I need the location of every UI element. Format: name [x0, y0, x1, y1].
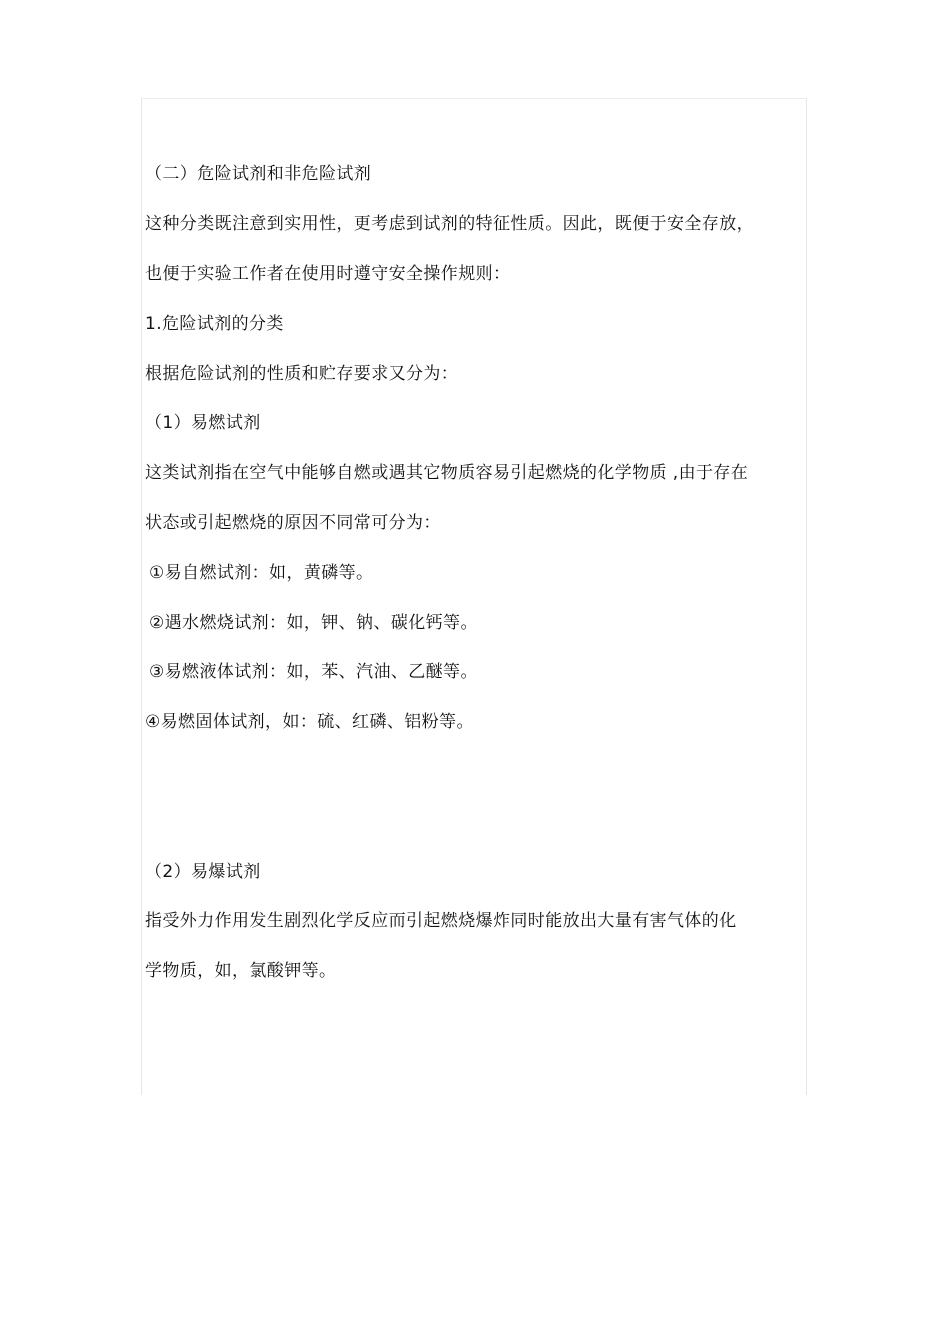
category-heading: （1）易燃试剂 — [145, 413, 261, 433]
list-item: ①易自燃试剂：如，黄磷等。 — [149, 563, 374, 583]
category-heading: （2）易爆试剂 — [145, 862, 261, 882]
list-item: ④易燃固体试剂，如：硫、红磷、铝粉等。 — [145, 712, 474, 732]
list-item: ③易燃液体试剂：如，苯、汽油、乙醚等。 — [149, 662, 478, 682]
paragraph-line: 状态或引起燃烧的原因不同常可分为： — [145, 513, 441, 533]
section-heading: （二）危险试剂和非危险试剂 — [145, 164, 372, 184]
paragraph-line: 指受外力作用发生剧烈化学反应而引起燃烧爆炸同时能放出大量有害气体的化 — [145, 911, 737, 931]
paragraph-line: 也便于实验工作者在使用时遵守安全操作规则： — [145, 264, 511, 284]
subsection-heading: 1.危险试剂的分类 — [145, 314, 284, 334]
paragraph-line: 这类试剂指在空气中能够自燃或遇其它物质容易引起燃烧的化学物质 ,由于存在 — [145, 463, 749, 483]
paragraph-line: 根据危险试剂的性质和贮存要求又分为： — [145, 364, 459, 384]
paragraph-line: 学物质，如，氯酸钾等。 — [145, 961, 337, 981]
list-item: ②遇水燃烧试剂：如，钾、钠、碳化钙等。 — [149, 613, 478, 633]
page-frame — [141, 98, 807, 1095]
paragraph-line: 这种分类既注意到实用性，更考虑到试剂的特征性质。因此，既便于安全存放， — [145, 214, 754, 234]
